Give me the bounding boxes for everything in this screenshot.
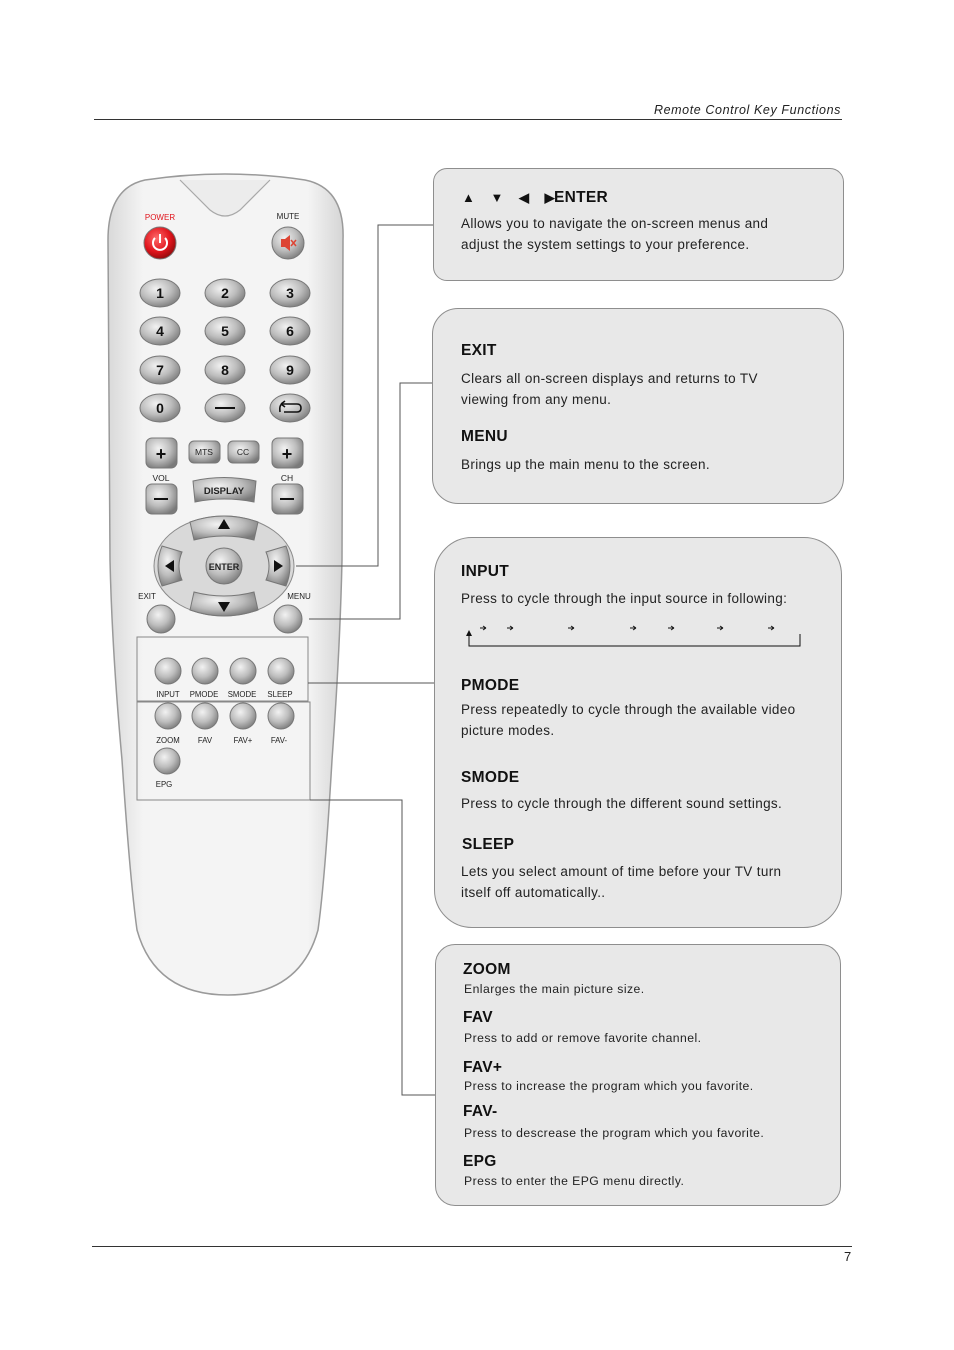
power-label: POWER — [144, 213, 176, 222]
epg-text: Press to enter the EPG menu directly. — [464, 1174, 685, 1188]
smode-title: SMODE — [461, 769, 520, 786]
recall-button[interactable] — [270, 394, 310, 422]
sleep-button[interactable] — [268, 658, 294, 684]
digit-1-label: 1 — [156, 285, 164, 301]
digit-5-label: 5 — [221, 323, 229, 339]
fav-minus-text: Press to descrease the program which you favorite. — [464, 1126, 765, 1140]
mute-label: MUTE — [276, 212, 300, 221]
fav-minus-button[interactable] — [268, 703, 294, 729]
cc-label: CC — [236, 447, 250, 457]
display-label: DISPLAY — [203, 486, 245, 497]
mts-label: MTS — [195, 447, 213, 457]
zoom-text: Enlarges the main picture size. — [464, 982, 645, 996]
epg-button[interactable] — [154, 748, 180, 774]
smode-text: Press to cycle through the different sound settings. — [461, 796, 783, 811]
digit-0-label: 0 — [156, 400, 164, 416]
arrow-keys-icons: ▲ ▼ ◀ ▶ — [462, 190, 561, 205]
sleep-text-line1: Lets you select amount of time before your TV turn — [461, 864, 782, 879]
fav-minus-title: FAV- — [463, 1103, 498, 1120]
input-button[interactable] — [155, 658, 181, 684]
fav-button[interactable] — [192, 703, 218, 729]
smode-label: SMODE — [227, 690, 257, 699]
menu-button[interactable] — [274, 605, 302, 633]
digit-7-label: 7 — [156, 362, 164, 378]
exit-label: EXIT — [138, 592, 156, 601]
digit-6-label: 6 — [286, 323, 294, 339]
epg-label: EPG — [155, 780, 173, 789]
exit-button[interactable] — [147, 605, 175, 633]
digit-8-label: 8 — [221, 362, 229, 378]
fav-plus-title: FAV+ — [463, 1059, 503, 1076]
input-cycle-diagram — [462, 620, 807, 650]
input-text: Press to cycle through the input source in following: — [461, 591, 788, 606]
zoom-label: ZOOM — [156, 736, 180, 745]
sleep-title: SLEEP — [462, 836, 515, 853]
enter-text-line2: adjust the system settings to your preference. — [461, 237, 750, 252]
ch-label: CH — [280, 473, 294, 483]
menu-text: Brings up the main menu to the screen. — [461, 457, 710, 472]
header-rule — [94, 119, 842, 120]
enter-label: ENTER — [208, 562, 240, 572]
page-number: 7 — [844, 1249, 852, 1264]
pmode-text-line1: Press repeatedly to cycle through the available video — [461, 702, 796, 717]
pmode-label: PMODE — [189, 690, 219, 699]
page-header-title: Remote Control Key Functions — [653, 103, 841, 117]
fav-plus-label: FAV+ — [233, 736, 253, 745]
exit-text-line2: viewing from any menu. — [461, 392, 612, 407]
input-title: INPUT — [461, 563, 509, 580]
digit-2-label: 2 — [221, 285, 229, 301]
footer-rule — [92, 1246, 852, 1247]
digit-4-label: 4 — [156, 323, 164, 339]
zoom-button[interactable] — [155, 703, 181, 729]
vol-label: VOL — [152, 473, 170, 483]
menu-title: MENU — [461, 428, 508, 445]
pmode-text-line2: picture modes. — [461, 723, 555, 738]
pmode-button[interactable] — [192, 658, 218, 684]
plus-icon: + — [155, 444, 167, 464]
enter-title: ENTER — [554, 189, 609, 206]
pmode-title: PMODE — [461, 677, 520, 694]
input-label: INPUT — [156, 690, 180, 699]
sleep-text-line2: itself off automatically.. — [461, 885, 606, 900]
enter-text-line1: Allows you to navigate the on-screen menus and — [461, 216, 769, 231]
fav-plus-text: Press to increase the program which you favorite. — [464, 1079, 754, 1093]
exit-text-line1: Clears all on-screen displays and returns to TV — [461, 371, 758, 386]
fav-title: FAV — [463, 1009, 493, 1026]
menu-label: MENU — [287, 592, 311, 601]
fav-label: FAV — [197, 736, 213, 745]
fav-text: Press to add or remove favorite channel. — [464, 1031, 702, 1045]
digit-3-label: 3 — [286, 285, 294, 301]
plus-icon: + — [281, 444, 293, 464]
smode-button[interactable] — [230, 658, 256, 684]
exit-title: EXIT — [461, 342, 497, 359]
digit-9-label: 9 — [286, 362, 294, 378]
epg-title: EPG — [463, 1153, 497, 1170]
fav-minus-label: FAV- — [270, 736, 288, 745]
fav-plus-button[interactable] — [230, 703, 256, 729]
sleep-label: SLEEP — [267, 690, 293, 699]
zoom-title: ZOOM — [463, 961, 511, 978]
